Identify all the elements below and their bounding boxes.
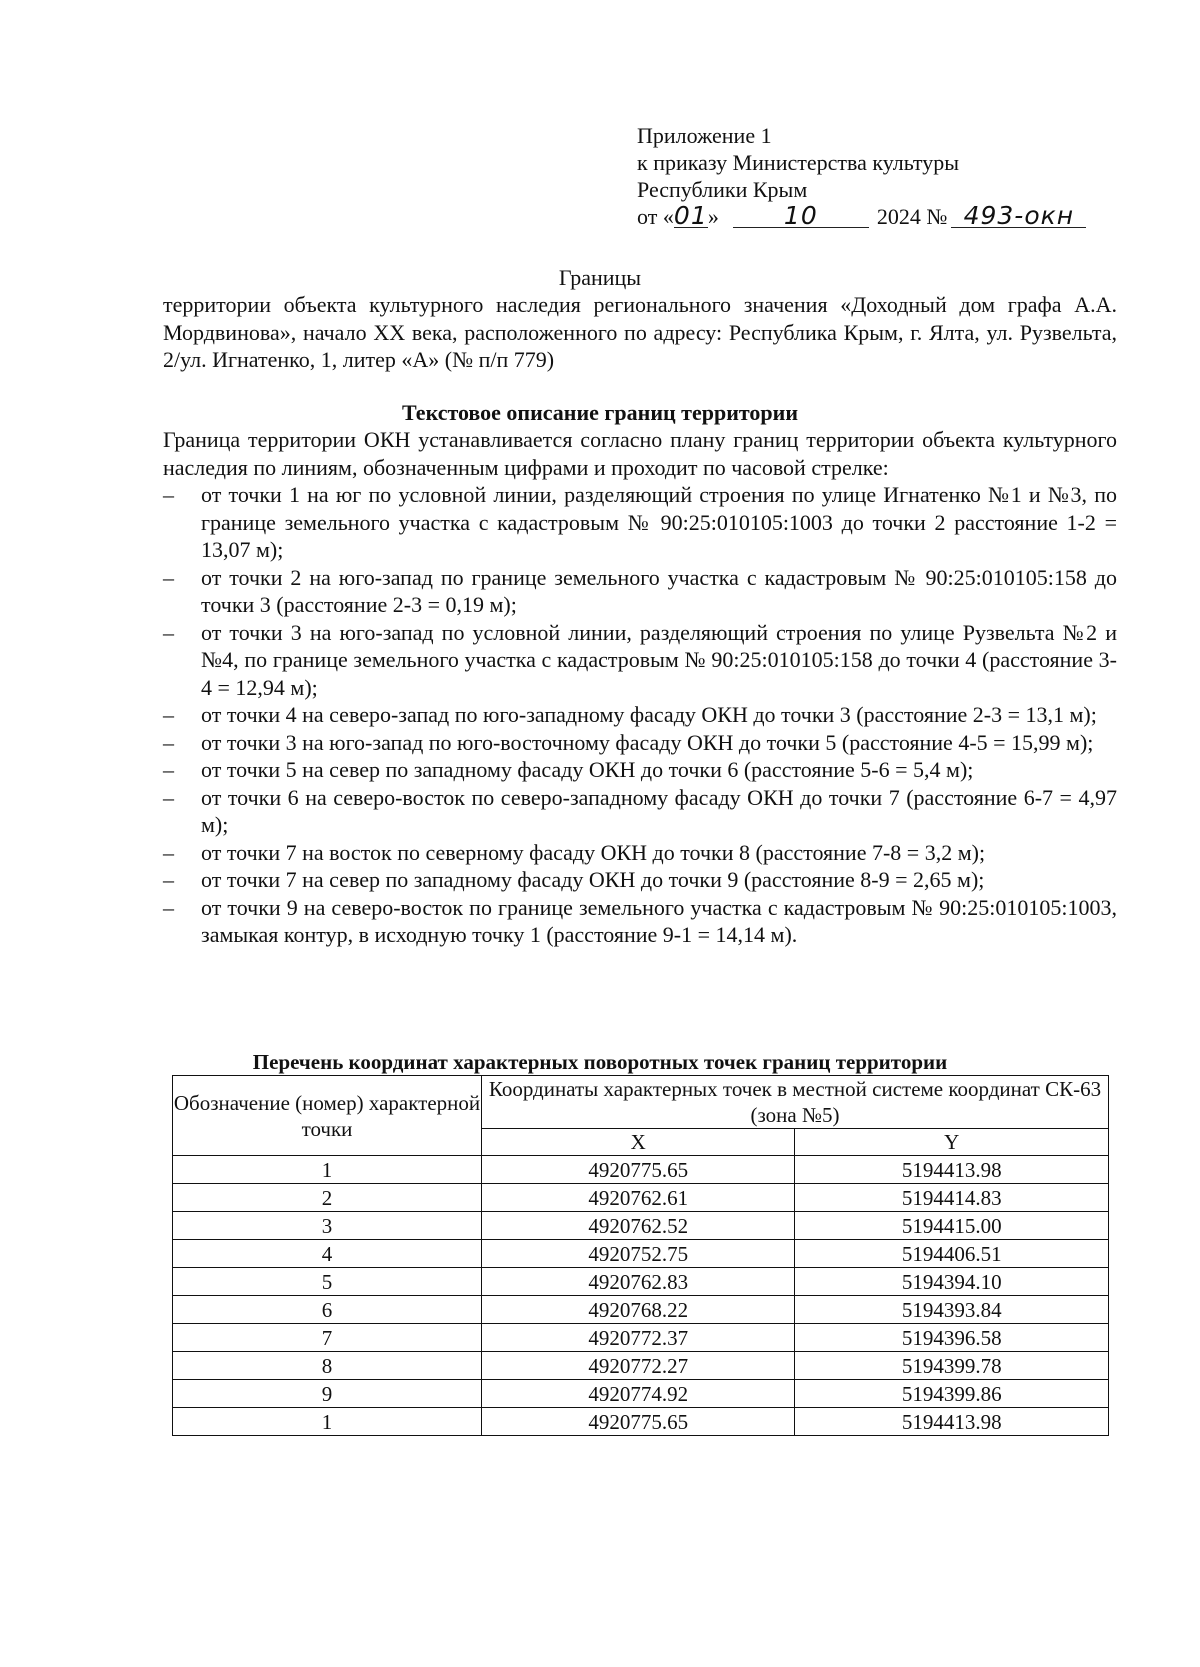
dash-bullet: –: [163, 619, 174, 645]
point-cell: 4: [173, 1240, 482, 1268]
point-cell: 6: [173, 1296, 482, 1324]
appendix-republic: Республики Крым: [637, 177, 808, 202]
table-row: [173, 1212, 1109, 1240]
list-item-text: от точки 4 на северо-запад по юго-западному фасаду ОКН до точки 3 (расстояние 2-3 = 13,1 м);: [201, 702, 1097, 727]
point-cell: 2: [173, 1184, 482, 1212]
date-month-handwritten: 10: [733, 205, 869, 228]
dash-bullet: –: [163, 564, 174, 590]
order-number-handwritten: 493-окн: [951, 205, 1086, 228]
x-cell: 4920768.22: [482, 1296, 795, 1324]
table-row: [173, 1156, 1109, 1184]
list-item-text: от точки 6 на северо-восток по северо-западному фасаду ОКН до точки 7 (расстояние 6-7 = 4,97 м);: [201, 784, 1117, 837]
table-row: [173, 1296, 1109, 1324]
date-prefix: от «: [637, 204, 674, 229]
dash-bullet: –: [163, 482, 174, 507]
list-item-text: от точки 1 на юг по условной линии, разделяющий строения по улице Игнатенко №1 и №3, по границе земельного участка с кадастровым № 90:25:010105:1003 до точки 2 расстояние 1-2 = 13,07 м);: [201, 482, 1117, 562]
list-item-text: от точки 3 на юго-запад по условной линии, разделяющий строения по улице Рузвельта №2 и №4, по границе земельного участка с кадастровым № 90:25:010105:158 до точки 4 (расстояние 3-4 = 12,94 м);: [201, 619, 1117, 700]
list-item-text: от точки 2 на юго-запад по границе земельного участка с кадастровым № 90:25:010105:158 до точки 3 (расстояние 2-3 = 0,19 м);: [201, 564, 1117, 617]
list-item: [163, 729, 1117, 757]
x-cell: 4920774.92: [482, 1380, 795, 1408]
table-row: [173, 1408, 1109, 1436]
list-item: [163, 619, 1117, 702]
document-heading: Границы: [558, 265, 642, 290]
x-cell: 4920752.75: [482, 1240, 795, 1268]
list-item: [163, 756, 1117, 784]
point-cell: 8: [173, 1352, 482, 1380]
header-point-designation: Обозначение (номер) характерной точки: [173, 1076, 482, 1156]
intro-paragraph: Граница территории ОКН устанавливается согласно плану границ территории объекта культурного наследия по линиям, обозначенным цифрами и проходит по часовой стрелке:: [163, 427, 1117, 480]
list-item: [163, 701, 1117, 729]
x-cell: 4920775.65: [482, 1156, 795, 1184]
dash-bullet: –: [163, 757, 174, 782]
date-day-handwritten: 01: [673, 201, 708, 230]
header-coordinates: Координаты характерных точек в местной системе координат СК-63 (зона №5): [482, 1076, 1109, 1129]
table-row: [173, 1184, 1109, 1212]
dash-bullet: –: [163, 839, 174, 865]
list-item-text: от точки 7 на восток по северному фасаду ОКН до точки 8 (расстояние 7-8 = 3,2 м);: [201, 839, 986, 865]
x-cell: 4920762.83: [482, 1268, 795, 1296]
dash-bullet: –: [163, 894, 174, 920]
date-close: »: [707, 204, 719, 229]
list-item-text: от точки 5 на север по западному фасаду ОКН до точки 6 (расстояние 5-6 = 5,4 м);: [201, 757, 974, 782]
dash-bullet: –: [163, 867, 174, 892]
x-cell: 4920762.52: [482, 1212, 795, 1240]
table-title: Перечень координат характерных поворотных точек границ территории: [252, 1050, 948, 1074]
list-item: [163, 481, 1117, 564]
y-cell: 5194406.51: [795, 1240, 1109, 1268]
boundary-description-list: [163, 481, 1117, 949]
dash-bullet: –: [163, 702, 174, 727]
appendix-date-line: [637, 203, 1086, 230]
y-cell: 5194399.86: [795, 1380, 1109, 1408]
point-cell: 1: [173, 1408, 482, 1436]
section-title: Текстовое описание границ территории: [401, 400, 799, 425]
header-x: X: [482, 1129, 795, 1156]
point-cell: 3: [173, 1212, 482, 1240]
y-cell: 5194399.78: [795, 1352, 1109, 1380]
x-cell: 4920772.27: [482, 1352, 795, 1380]
x-cell: 4920772.37: [482, 1324, 795, 1352]
list-item: [163, 564, 1117, 619]
y-cell: 5194413.98: [795, 1408, 1109, 1436]
list-item-text: от точки 9 на северо-восток по границе земельного участка с кадастровым № 90:25:010105:1003, замыкая контур, в исходную точку 1 (расстояние 9-1 = 14,14 м).: [201, 894, 1117, 947]
x-cell: 4920762.61: [482, 1184, 795, 1212]
table-row: [173, 1240, 1109, 1268]
list-item-text: от точки 7 на север по западному фасаду ОКН до точки 9 (расстояние 8-9 = 2,65 м);: [201, 867, 985, 892]
y-cell: 5194394.10: [795, 1268, 1109, 1296]
y-cell: 5194413.98: [795, 1156, 1109, 1184]
appendix-order-ref: к приказу Министерства культуры: [637, 150, 960, 175]
point-cell: 1: [173, 1156, 482, 1184]
table-row: [173, 1268, 1109, 1296]
document-subject: территории объекта культурного наследия регионального значения «Доходный дом графа А.А. Мордвинова», начало XX века, расположенного по адресу: Республика Крым, г. Ялта, ул. Рузвельта, 2/ул. Игнатенко, 1, литер «А» (№ п/п 779): [163, 292, 1117, 372]
y-cell: 5194414.83: [795, 1184, 1109, 1212]
list-item: [163, 894, 1117, 949]
point-cell: 9: [173, 1380, 482, 1408]
x-cell: 4920775.65: [482, 1408, 795, 1436]
list-item: [163, 784, 1117, 839]
table-row: [173, 1324, 1109, 1352]
y-cell: 5194393.84: [795, 1296, 1109, 1324]
y-cell: 5194415.00: [795, 1212, 1109, 1240]
point-cell: 7: [173, 1324, 482, 1352]
dash-bullet: –: [163, 784, 174, 810]
table-row: [173, 1380, 1109, 1408]
appendix-block: [637, 122, 1086, 230]
table-row: [173, 1352, 1109, 1380]
coordinates-table: [172, 1075, 1109, 1436]
appendix-title: Приложение 1: [637, 123, 772, 148]
list-item-text: от точки 3 на юго-запад по юго-восточному фасаду ОКН до точки 5 (расстояние 4-5 = 15,99 м);: [201, 729, 1094, 755]
date-year: 2024 №: [876, 204, 948, 229]
list-item: [163, 866, 1117, 894]
dash-bullet: –: [163, 729, 174, 755]
y-cell: 5194396.58: [795, 1324, 1109, 1352]
list-item: [163, 839, 1117, 867]
point-cell: 5: [173, 1268, 482, 1296]
header-y: Y: [795, 1129, 1109, 1156]
